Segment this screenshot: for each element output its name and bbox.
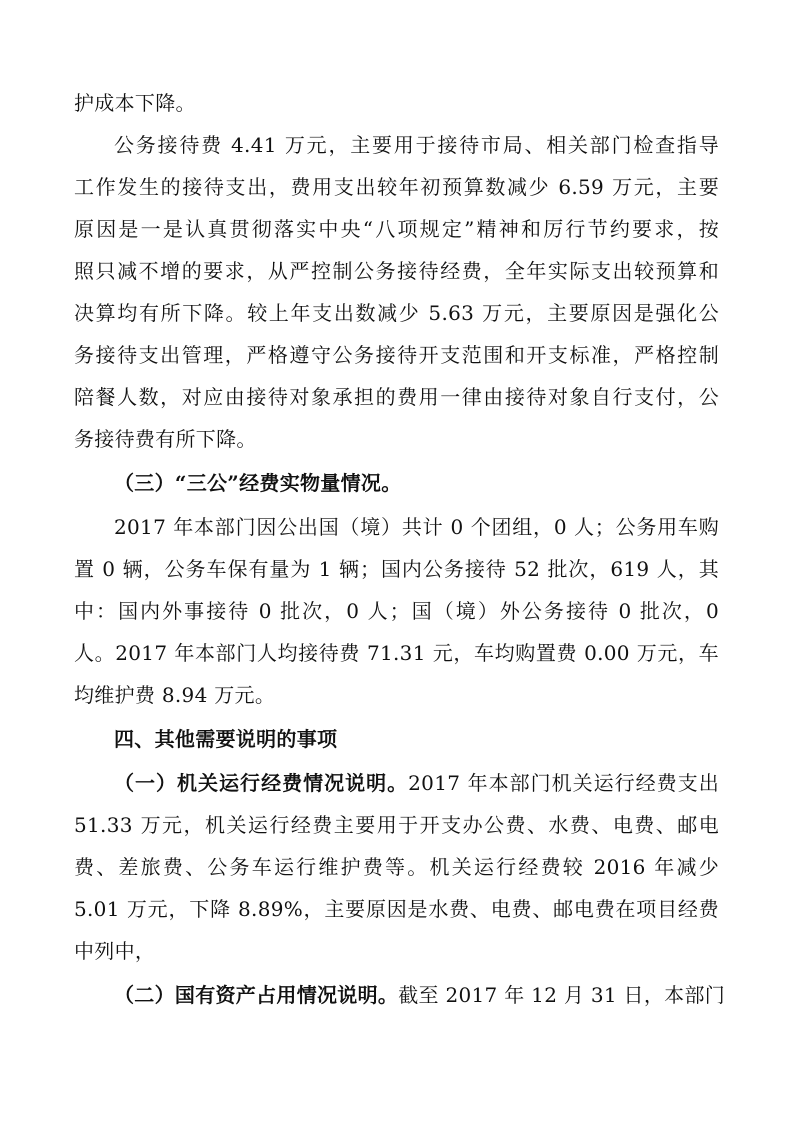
paragraph-line: 51.33 万元，机关运行经费主要用于开支办公费、水费、电费、邮电 [74,813,719,837]
paragraph-line: 人。2017 年本部门人均接待费 71.31 元，车均购置费 0.00 万元，车 [74,641,719,665]
paragraph-line: 中列中， [74,939,156,963]
paragraph-line: 陪餐人数，对应由接待对象承担的费用一律由接待对象自行支付，公 [74,385,719,409]
paragraph-line: 工作发生的接待支出，费用支出较年初预算数减少 6.59 万元，主要 [74,175,719,199]
paragraph-line: 务接待支出管理，严格遵守公务接待开支范围和开支标准，严格控制 [74,343,719,367]
paragraph-line [114,980,726,1010]
paragraph-line: 公务接待费 4.41 万元，主要用于接待市局、相关部门检查指导 [114,133,719,157]
paragraph-line: 原因是一是认真贯彻落实中央“八项规定”精神和厉行节约要求，按 [74,217,719,241]
paragraph-line: 务接待费有所下降。 [74,427,257,451]
paragraph-line: 护成本下降。 [74,91,196,115]
subsection-heading: （一）机关运行经费情况说明。 [114,771,409,795]
section-heading-4: 四、其他需要说明的事项 [114,727,338,751]
paragraph-line [114,768,719,798]
paragraph-line: 决算均有所下降。较上年支出数减少 5.63 万元，主要原因是强化公 [74,301,719,325]
paragraph-line: 置 0 辆，公务车保有量为 1 辆；国内公务接待 52 批次，619 人，其 [74,557,719,581]
subsection-heading: （二）国有资产占用情况说明。 [114,983,399,1007]
paragraph-text: 2017 年本部门机关运行经费支出 [408,771,720,795]
paragraph-line: 2017 年本部门因公出国（境）共计 0 个团组，0 人；公务用车购 [114,515,719,539]
paragraph-text: 截至 2017 年 12 月 31 日，本部门 [398,983,726,1007]
paragraph-line: 中：国内外事接待 0 批次，0 人；国（境）外公务接待 0 批次，0 [74,599,719,623]
paragraph-line: 5.01 万元，下降 8.89%，主要原因是水费、电费、邮电费在项目经费 [74,897,719,921]
paragraph-line: 照只减不增的要求，从严控制公务接待经费，全年实际支出较预算和 [74,259,719,283]
paragraph-line: 费、差旅费、公务车运行维护费等。机关运行经费较 2016 年减少 [74,855,719,879]
section-heading-3: （三）“三公”经费实物量情况。 [114,471,402,495]
paragraph-line: 均维护费 8.94 万元。 [74,683,276,707]
